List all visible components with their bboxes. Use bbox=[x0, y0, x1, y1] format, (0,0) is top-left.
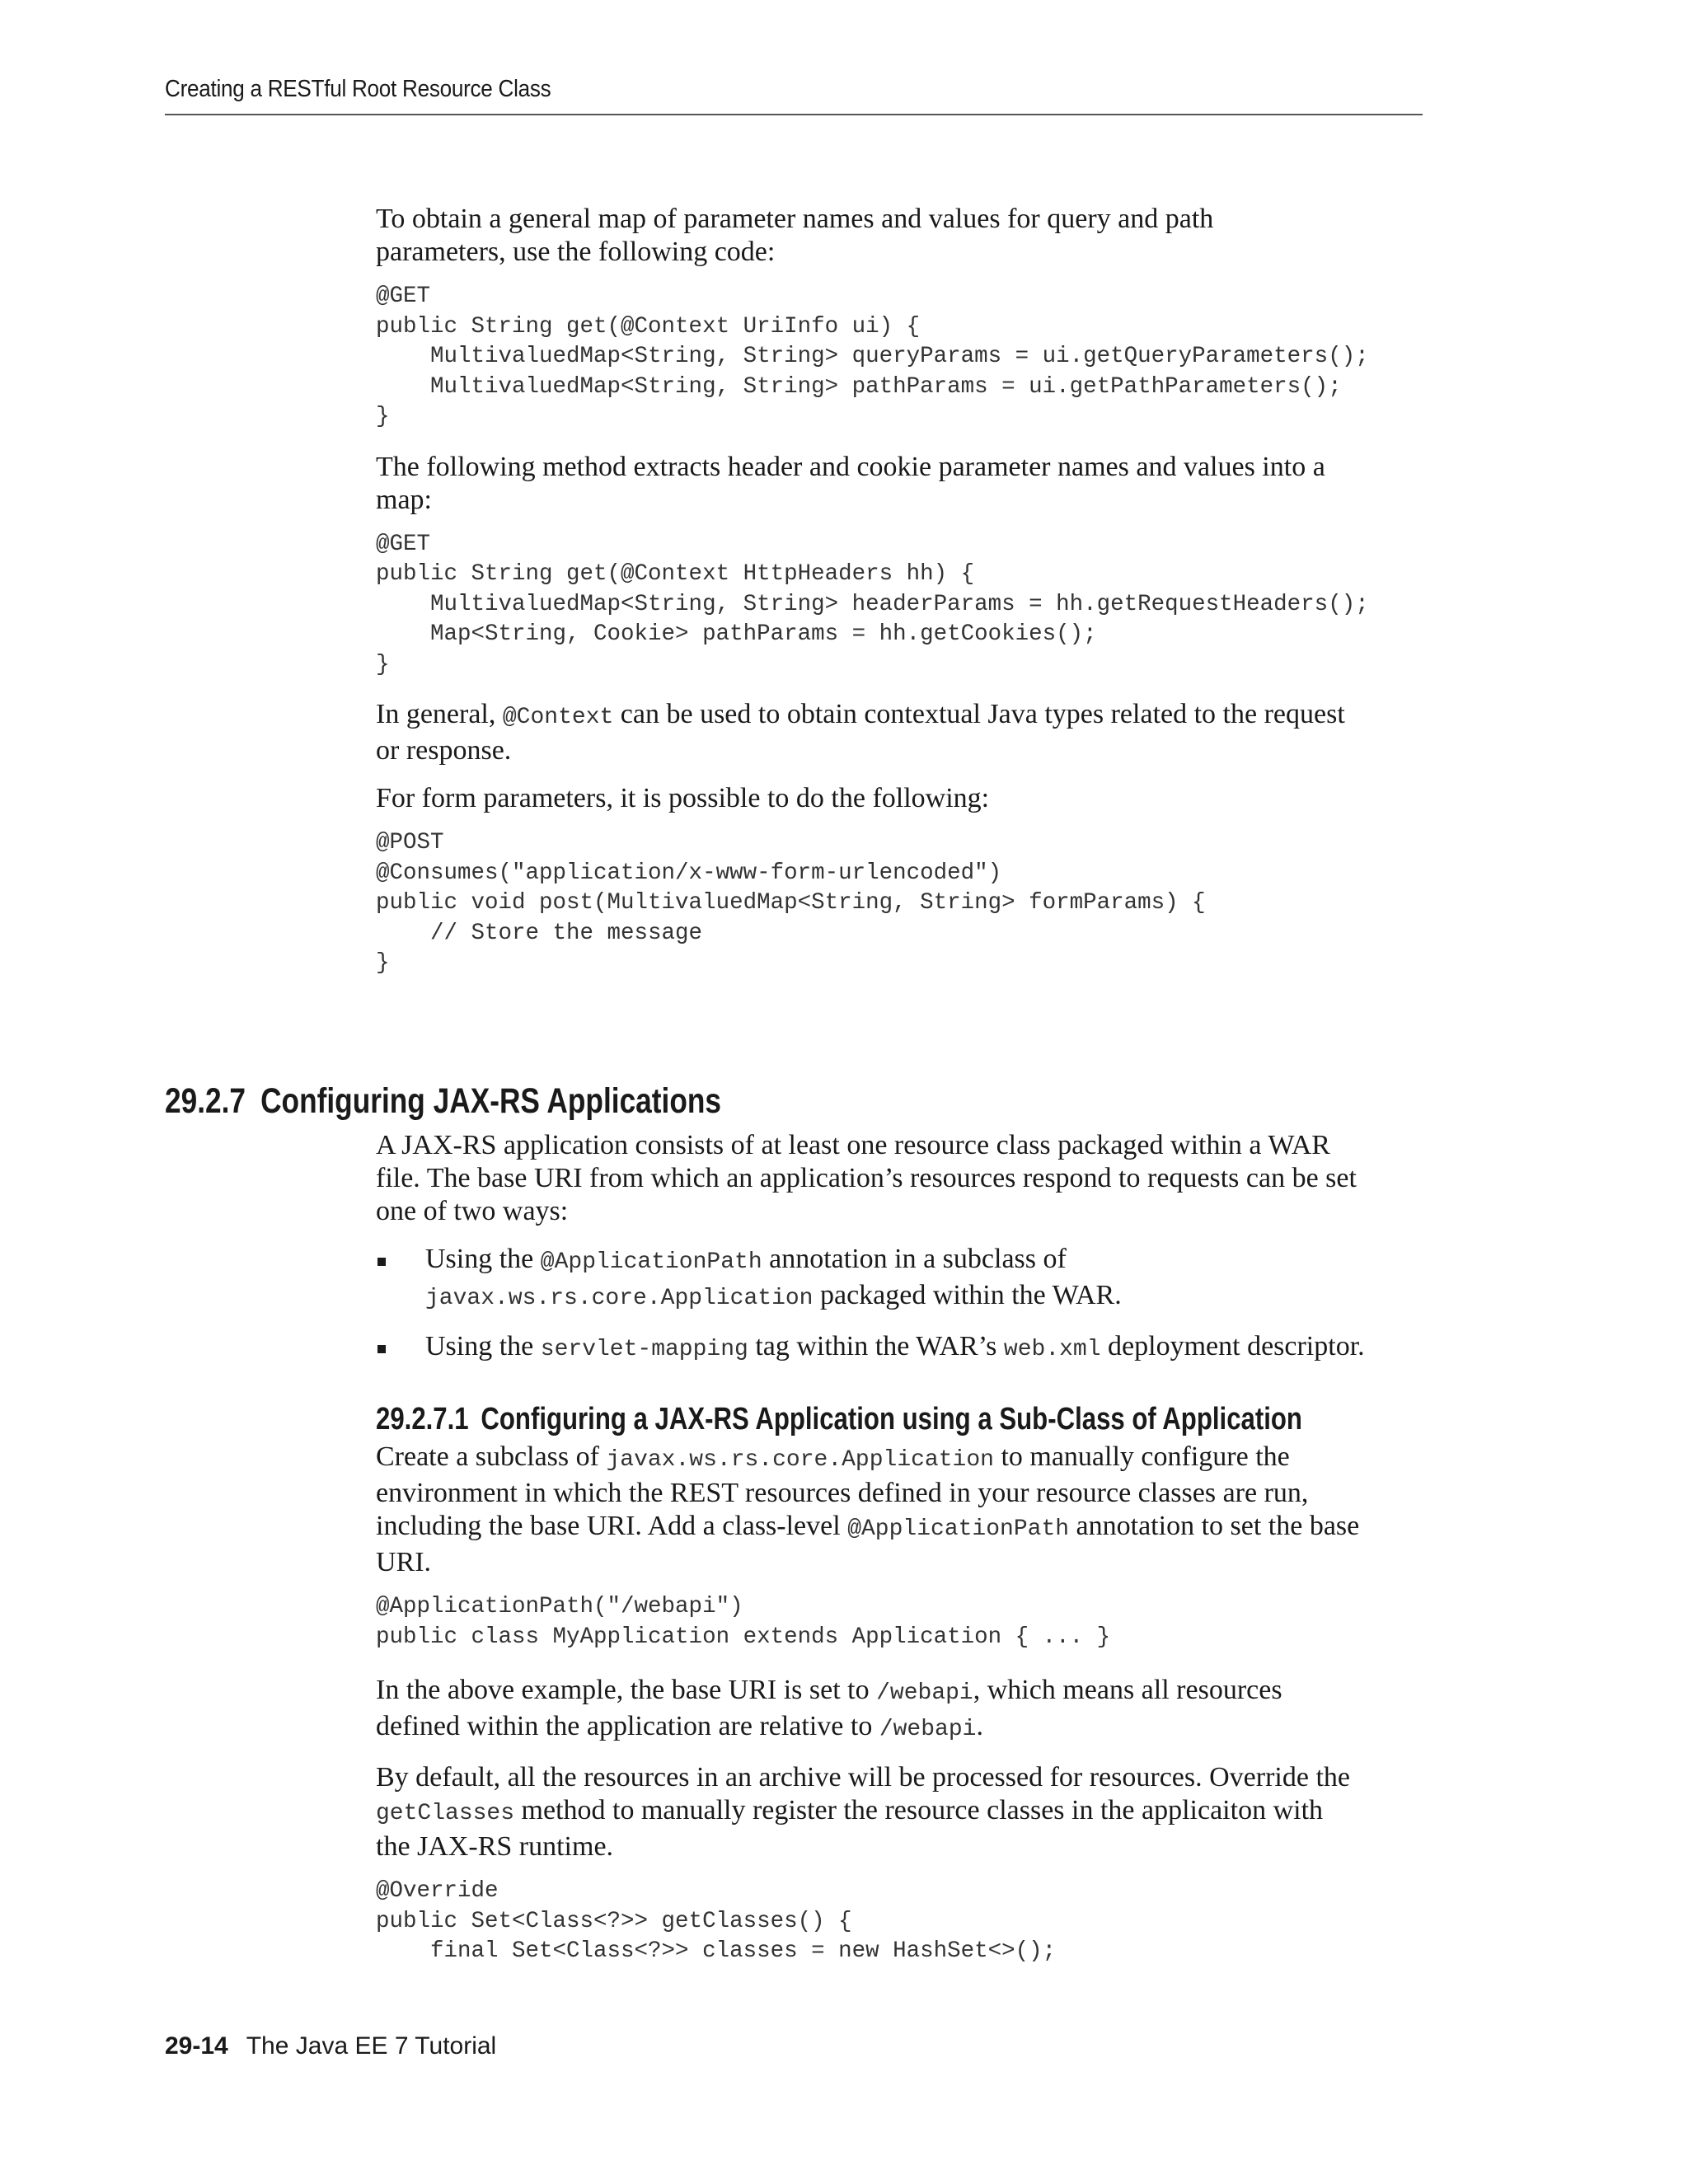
subclass-paragraph: Create a subclass of javax.ws.rs.core.Application to manually configure the environment in which the REST resources defined in your resource classes are run, including the base URI. Add a class-level @ApplicationPath annotation to set the base URI. bbox=[376, 1441, 1360, 1577]
code-block-headers: @GET public String get(@Context HttpHeaders hh) { MultivaluedMap<String, String> headerParams = hh.getRequestHeaders(); Map<String, Cookie> pathParams = hh.getCookies(); } bbox=[376, 531, 1369, 677]
code-block-application-path: @ApplicationPath("/webapi") public class MyApplication extends Application { ... } bbox=[376, 1594, 1111, 1650]
page-number: 29-14 bbox=[165, 2032, 228, 2060]
header-cookie-paragraph: The following method extracts header and cookie parameter names and values into a map: bbox=[376, 451, 1325, 515]
form-params-paragraph: For form parameters, it is possible to do the following: bbox=[376, 783, 990, 813]
bullet-list bbox=[376, 1243, 1423, 1366]
code-block-query-params: @GET public String get(@Context UriInfo ui) { MultivaluedMap<String, String> queryParams = ui.getQueryParameters(); MultivaluedMap<String, String> pathParams = ui.getPathParameters(); } bbox=[376, 284, 1369, 429]
section-heading: 29.2.7 Configuring JAX-RS Applications bbox=[165, 1081, 722, 1121]
main-content bbox=[376, 203, 1423, 979]
get-classes-paragraph: By default, all the resources in an archive will be processed for resources. Override the getClasses method to manually register the resource classes in the applicaiton with the JAX-RS runtime. bbox=[376, 1762, 1350, 1862]
bullet-square-icon bbox=[377, 1345, 386, 1353]
book-title: The Java EE 7 Tutorial bbox=[246, 2032, 497, 2060]
code-block-form-params: @POST @Consumes("application/x-www-form-urlencoded") public void post(MultivaluedMap<String, String> formParams) { // Store the message } bbox=[376, 830, 1206, 976]
list-item: Using the servlet-mapping tag within the WAR’s web.xml deployment descriptor. bbox=[376, 1330, 1423, 1366]
intro-paragraph: To obtain a general map of parameter names and values for query and path parameters, use the following code: bbox=[376, 204, 1214, 267]
page-footer bbox=[165, 2032, 496, 2060]
header-rule bbox=[165, 114, 1423, 115]
base-uri-paragraph: In the above example, the base URI is set to /webapi, which means all resources defined within the application are relative to /webapi. bbox=[376, 1675, 1282, 1742]
section-content bbox=[376, 1129, 1423, 1967]
section-intro-paragraph: A JAX-RS application consists of at least one resource class packaged within a WAR file. The base URI from which an application’s resources respond to requests can be set one of two ways: bbox=[376, 1130, 1357, 1226]
context-paragraph: In general, @Context can be used to obtain contextual Java types related to the request or response. bbox=[376, 699, 1345, 766]
code-block-get-classes: @Override public Set<Class<?>> getClasses() { final Set<Class<?>> classes = new HashSet<>(); bbox=[376, 1878, 1057, 1964]
list-item: Using the @ApplicationPath annotation in a subclass of javax.ws.rs.core.Application packaged within the WAR. bbox=[376, 1243, 1423, 1315]
running-head: Creating a RESTful Root Resource Class bbox=[165, 76, 551, 102]
inline-code: @Context bbox=[502, 705, 614, 730]
bullet-square-icon bbox=[377, 1258, 386, 1266]
subsection-heading: 29.2.7.1 Configuring a JAX-RS Application using a Sub-Class of Application bbox=[376, 1402, 1302, 1436]
